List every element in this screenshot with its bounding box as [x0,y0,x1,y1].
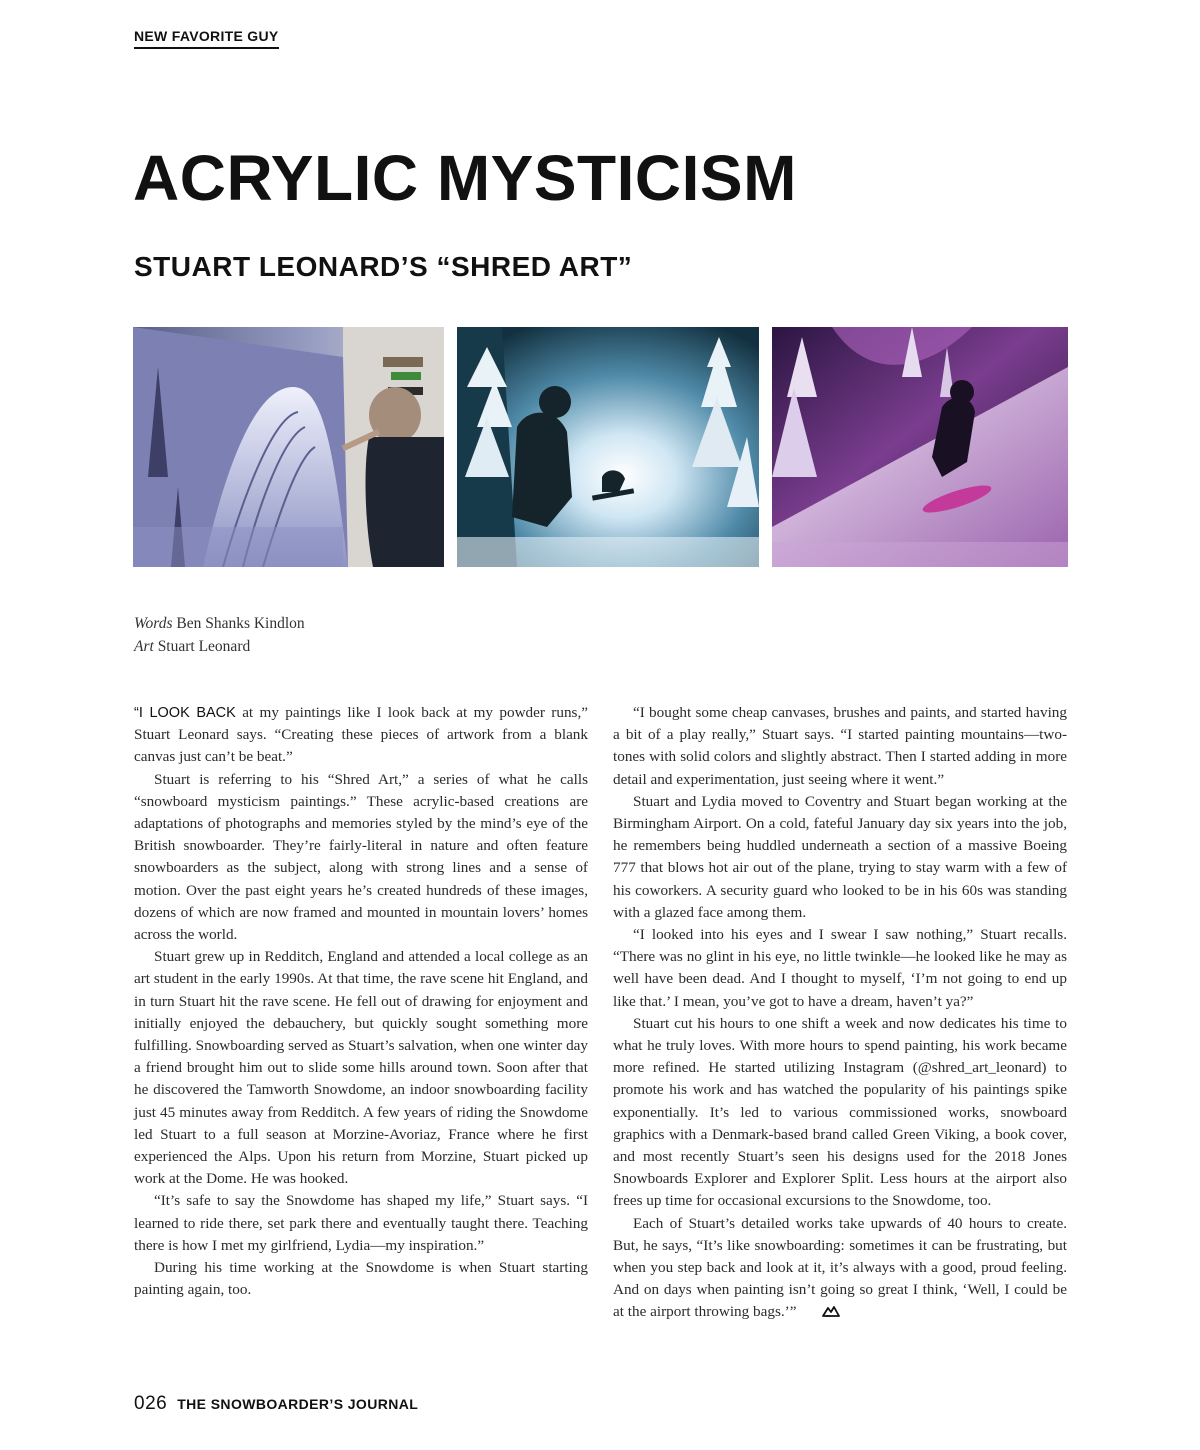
paragraph: “I bought some cheap canvases, brushes and paints, and started having a bit of a play really,” Stuart says. “I started painting mountains—two-tones with solid colors and slightly abstract. Then I started adding in more detail and experimentation, just seeing where it went.” [613,704,1067,788]
photo-artist-painting [133,327,444,567]
article-credits [134,612,305,658]
words-credit [134,612,305,635]
paragraph: Stuart is referring to his “Shred Art,” a series of what he calls “snowboard mysticism paintings.” These acrylic-based creations are adaptations of photographs and memories styled by the mind’s eye of the British snowboarder. They’re fairly-literal in nature and often feature snowboarders as the subject, along with strong lines and a sense of motion. Over the past eight years he’s created hundreds of these images, dozens of which are now framed and mounted in mountain lovers’ homes across the world. [134,770,588,944]
artist-name: Stuart Leonard [157,638,251,655]
article-column-1 [134,702,588,1301]
paragraph: Stuart grew up in Redditch, England and attended a local college as an art student in the early 1990s. At that time, the rave scene hit England, and in turn Stuart hit the rave scene. He fell out of drawing for enjoyment and initially enjoyed the debauchery, but quickly sought something more fulfilling. Snowboarding served as Stuart’s salvation, when one winter day a friend brought him out to slide some hills around town. Soon after that he discovered the Tamworth Snowdome, an indoor snowboarding facility just 45 minutes away from Redditch. A few years of riding the Snowdome led Stuart to a full season at Morzine-Avoriaz, France where he first experienced the Alps. Upon his return from Morzine, Stuart picked up work at the Dome. He was hooked. [134,948,588,1188]
art-label: Art [134,638,154,655]
lead-in: “I LOOK BACK [134,705,236,721]
page-footer [134,1393,418,1415]
paragraph [613,1213,1067,1324]
page-number: 026 [134,1393,168,1414]
paragraph: “I looked into his eyes and I swear I saw nothing,” Stuart recalls. “There was no glint in his eye, no little twinkle—he looked like he may as well have been dead. And I thought to myself, ‘I’m not going to end up like that.’ I mean, you’ve got to have a dream, haven’t ya?” [613,926,1067,1010]
article-subtitle: STUART LEONARD’S “SHRED ART” [134,251,633,282]
mountain-end-icon [802,1302,840,1324]
art-credit [134,635,305,658]
words-label: Words [134,615,173,632]
author-name: Ben Shanks Kindlon [176,615,305,632]
paragraph-text: at my paintings like I look back at my powder runs,” Stuart Leonard says. “Creating these pieces of artwork from a blank canvas just can’t be beat.” [134,704,588,766]
paragraph: “It’s safe to say the Snowdome has shaped my life,” Stuart says. “I learned to ride there, set park there and eventually taught there. Teaching there is how I met my girlfriend, Lydia—my inspiration.” [134,1192,588,1254]
article-column-2 [613,702,1067,1324]
article-title: ACRYLIC MYSTICISM [133,142,797,214]
paragraph: Stuart cut his hours to one shift a week and now dedicates his time to what he truly loves. With more hours to spend painting, his work became more refined. He started utilizing Instagram (@shred_art_leonard) to promote his work and has watched the popularity of his paintings spike exponentially. It’s led to various commissioned works, snowboard graphics with a Denmark-based brand called Green Viking, a book cover, and most recently Stuart’s seen his designs used for the 2018 Jones Snowboards Explorer and Explorer Split. Less hours at the airport also frees up time for occasional excursions to the Snowdome, too. [613,1014,1067,1210]
paragraph: During his time working at the Snowdome is when Stuart starting painting again, too. [134,1259,588,1299]
paragraph [134,702,588,769]
section-label: NEW FAVORITE GUY [134,28,279,49]
paragraph: Stuart and Lydia moved to Coventry and Stuart began working at the Birmingham Airport. On a cold, fateful January day six years into the job, he remembers being huddled underneath a section of a massive Boeing 777 that blows hot air out of the plane, trying to stay warm with a few of his coworkers. A security guard who looked to be in his 60s was standing with a glazed face among them. [613,792,1067,921]
painting-aurora-rider [772,327,1068,567]
magazine-name: THE SNOWBOARDER’S JOURNAL [177,1396,419,1412]
painting-light-burst [457,327,759,567]
paragraph-text: Each of Stuart’s detailed works take upwards of 40 hours to create. But, he says, “It’s like snowboarding: sometimes it can be frustrating, but when you step back and look at it, it’s always with a good, proud feeling. And on days when painting isn’t going so great I think, ‘Well, I could be at the airport throwing bags.’” [613,1214,1067,1321]
